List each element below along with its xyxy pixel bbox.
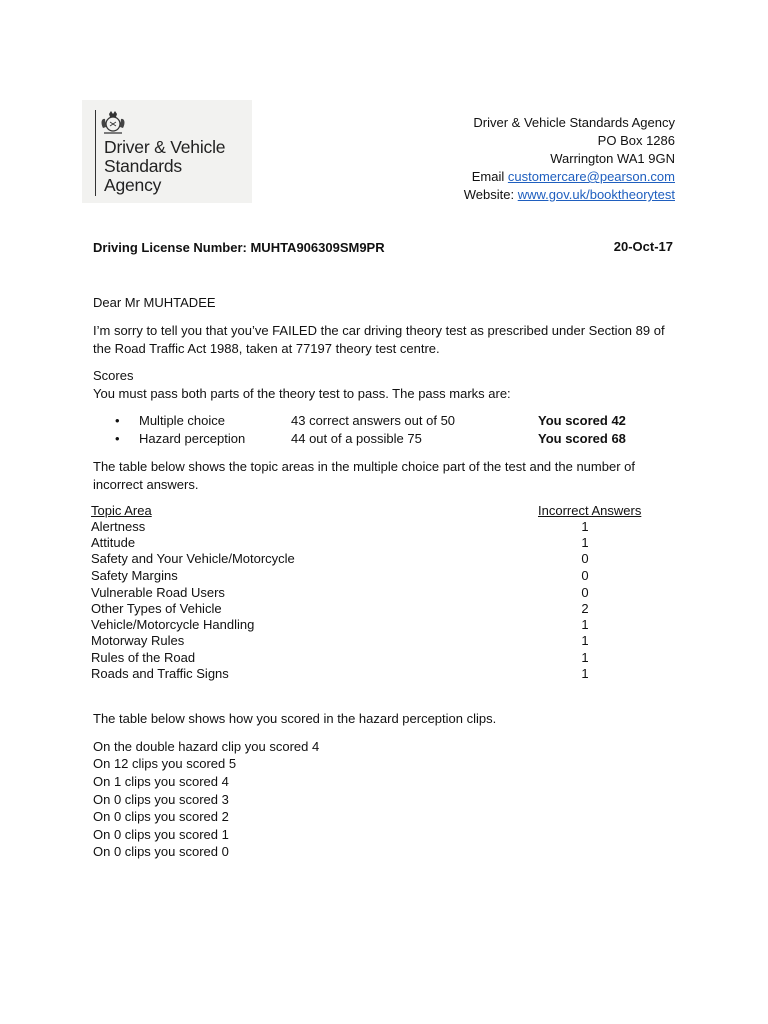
incorrect-count: 1 <box>581 633 589 648</box>
table-row <box>91 633 621 649</box>
hazard-clip-line: On 0 clips you scored 3 <box>93 792 229 807</box>
email-line <box>464 168 675 186</box>
incorrect-answers-header <box>538 503 641 518</box>
incorrect-count: 1 <box>581 519 589 534</box>
topic-name: Attitude <box>91 535 136 550</box>
incorrect-count: 1 <box>581 617 589 632</box>
incorrect-count: 2 <box>581 601 589 616</box>
incorrect-count: 1 <box>581 666 589 681</box>
incorrect-count: 1 <box>581 650 589 665</box>
topic-area-header <box>91 503 152 518</box>
scores-text: You must pass both parts of the theory test to pass. The pass marks are: <box>93 386 511 401</box>
email-label: Email <box>471 169 505 184</box>
intro-line-2: the Road Traffic Act 1988, taken at 77197 theory test centre. <box>93 341 440 356</box>
logo-line: Agency <box>104 175 162 195</box>
hazard-clip-line: On 0 clips you scored 1 <box>93 827 229 842</box>
scores-heading: Scores <box>93 368 134 383</box>
topic-name: Safety and Your Vehicle/Motorcycle <box>91 551 295 566</box>
website-link[interactable]: www.gov.uk/booktheorytest <box>517 187 675 202</box>
score-row <box>115 431 675 449</box>
table-row <box>91 650 621 666</box>
score-pass-mark: 43 correct answers out of 50 <box>291 413 456 428</box>
topics-intro-1: The table below shows the topic areas in the multiple choice part of the test and the number of <box>93 459 635 474</box>
license-number: Driving License Number: MUHTA906309SM9PR <box>93 240 385 255</box>
email-link[interactable]: customercare@pearson.com <box>507 169 675 184</box>
hazard-clip-line: On the double hazard clip you scored 4 <box>93 739 320 754</box>
topic-name: Vehicle/Motorcycle Handling <box>91 617 255 632</box>
hazard-intro: The table below shows how you scored in the hazard perception clips. <box>93 711 497 726</box>
table-row <box>91 535 621 551</box>
topics-intro-2: incorrect answers. <box>93 477 199 492</box>
hazard-clip-line: On 0 clips you scored 0 <box>93 844 229 859</box>
website-line <box>464 186 675 204</box>
score-part-name: Hazard perception <box>139 431 246 446</box>
table-row <box>91 568 621 584</box>
logo-line: Standards <box>104 156 182 176</box>
incorrect-count: 0 <box>581 551 589 566</box>
score-part-name: Multiple choice <box>139 413 225 428</box>
topic-name: Safety Margins <box>91 568 178 583</box>
bullet-icon: • <box>115 431 120 446</box>
topic-name: Vulnerable Road Users <box>91 585 225 600</box>
score-pass-mark: 44 out of a possible 75 <box>291 431 422 446</box>
table-row <box>91 519 621 535</box>
incorrect-answers-header-text: Incorrect Answers <box>538 503 642 518</box>
sender-address <box>464 114 675 204</box>
score-result: You scored 42 <box>538 413 626 428</box>
score-row <box>115 413 675 431</box>
hazard-clip-line: On 0 clips you scored 2 <box>93 809 229 824</box>
incorrect-count: 0 <box>581 585 589 600</box>
logo-divider <box>95 110 96 196</box>
table-row <box>91 551 621 567</box>
topic-name: Rules of the Road <box>91 650 196 665</box>
hazard-clip-line: On 1 clips you scored 4 <box>93 774 229 789</box>
letter-date: 20-Oct-17 <box>613 239 673 254</box>
score-result: You scored 68 <box>538 431 626 446</box>
table-row <box>91 601 621 617</box>
org-name: Driver & Vehicle Standards Agency <box>473 115 675 130</box>
logo-line: Driver & Vehicle <box>104 137 226 157</box>
logo-wordmark <box>104 138 225 195</box>
table-row <box>91 617 621 633</box>
po-box: PO Box 1286 <box>597 133 675 148</box>
bullet-icon: • <box>115 413 120 428</box>
topic-name: Motorway Rules <box>91 633 185 648</box>
table-row <box>91 585 621 601</box>
dvsa-logo <box>82 100 252 203</box>
hazard-clip-line: On 12 clips you scored 5 <box>93 756 237 771</box>
city-postcode: Warrington WA1 9GN <box>550 151 675 166</box>
intro-line-1: I’m sorry to tell you that you’ve FAILED the car driving theory test as prescribed under Section 89 of <box>93 323 665 338</box>
topic-name: Alertness <box>91 519 146 534</box>
incorrect-count: 0 <box>581 568 589 583</box>
website-label: Website: <box>463 187 515 202</box>
topic-name: Other Types of Vehicle <box>91 601 222 616</box>
incorrect-count: 1 <box>581 535 589 550</box>
table-row <box>91 666 621 682</box>
topic-area-header-text: Topic Area <box>91 503 152 518</box>
royal-crest-icon <box>96 108 130 138</box>
greeting: Dear Mr MUHTADEE <box>93 295 216 310</box>
topic-name: Roads and Traffic Signs <box>91 666 229 681</box>
